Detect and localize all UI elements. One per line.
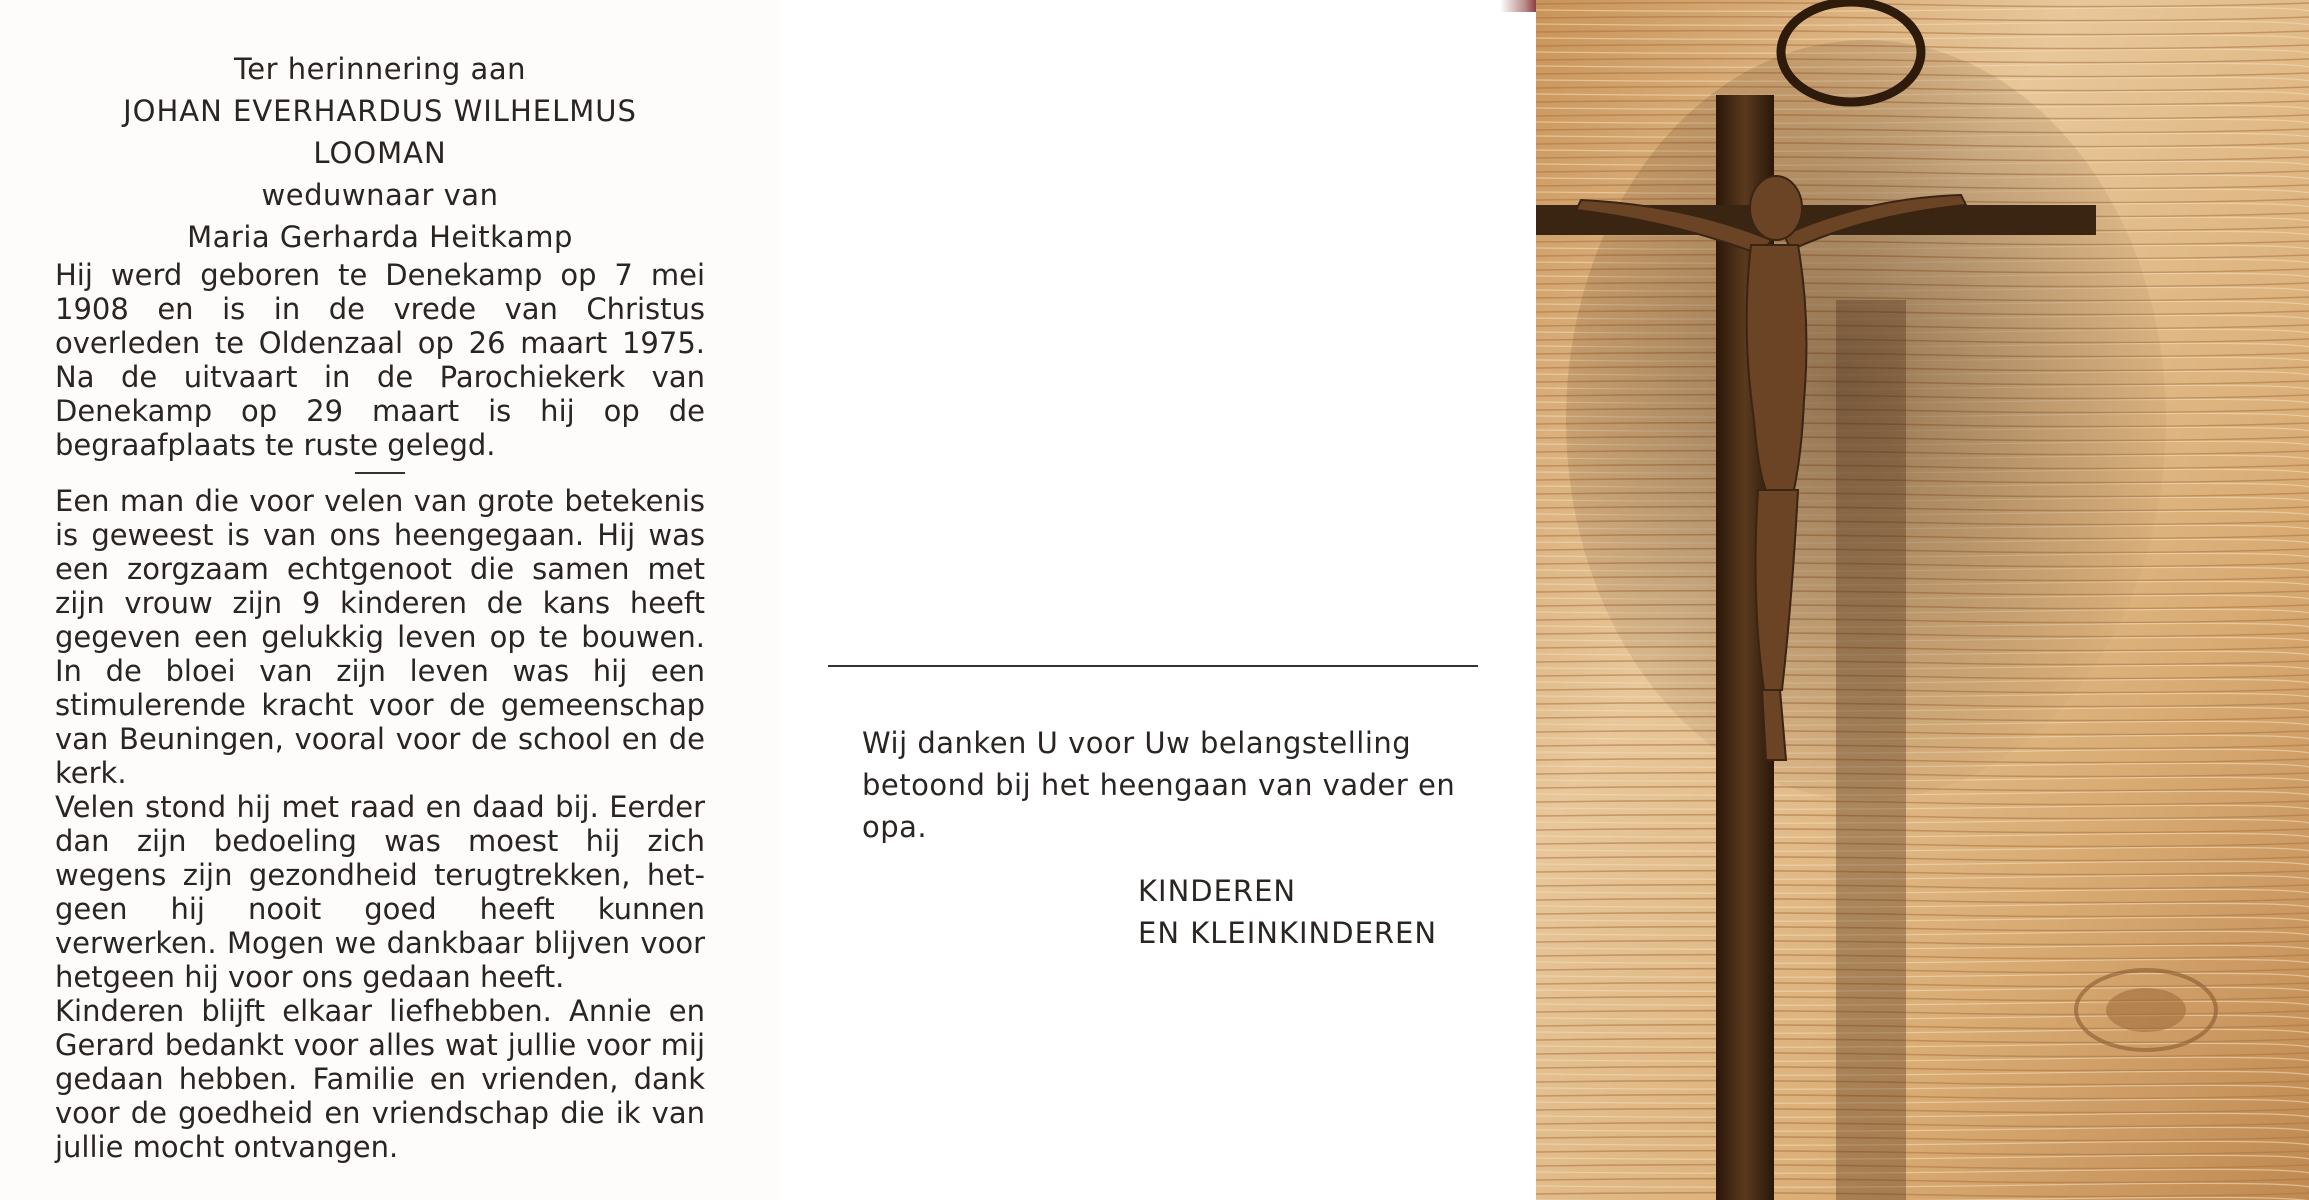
thanks-paragraph: Wij danken U voor Uw belangstelling betoond bij het heengaan van vader en opa.: [862, 726, 1456, 844]
biography-text: [55, 258, 705, 462]
left-panel: [0, 0, 780, 1200]
tribute-text: [55, 484, 705, 1164]
section-divider: [355, 472, 405, 474]
thanks-divider: [828, 665, 1478, 667]
signoff-line-2: EN KLEINKINDEREN: [1138, 916, 1438, 950]
card-fold-edge: [1500, 0, 1536, 12]
tribute-paragraph-3: Kinderen blijft elkaar liefhebben. Annie en Gerard bedankt voor alles wat jullie voor mij gedaan hebben. Familie en vrienden, dank voor de goedheid en vriendschap die ik van jullie mocht ontvangen.: [55, 994, 705, 1164]
memorial-heading: [40, 48, 720, 258]
biography-paragraph: Hij werd geboren te Denekamp op 7 mei 1908 en is in de vrede van Christus overleden te Oldenzaal op 26 maart 1975. Na de uitvaart in de Parochiekerk van Denekamp op 29 maart is hij op de begraafplaats te ruste gelegd.: [55, 258, 705, 462]
crucifix-photo: [1536, 0, 2309, 1200]
tribute-paragraph-2: Velen stond hij met raad en daad bij. Eerder dan zijn bedoeling was moest hij zich wegens zijn gezondheid terugtrekken, het-geen hij nooit goed heeft kunnen verwerken. Mogen we dankbaar blijven voor hetgeen hij voor ons gedaan heeft.: [55, 790, 705, 994]
tribute-paragraph-1: Een man die voor velen van grote betekenis is geweest is van ons heengegaan. Hij was een zorgzaam echtgenoot die samen met zijn vrouw zijn 9 kinderen de kans heeft gegeven een gelukkig leven op te bouwen. In de bloei van zijn leven was hij een stimulerende kracht voor de gemeenschap van Beuningen, vooral voor de school en de kerk.: [55, 484, 705, 790]
relation-text: weduwnaar van: [261, 178, 499, 212]
deceased-name-line-2: LOOMAN: [313, 136, 447, 170]
heading-intro: Ter herinnering aan: [234, 52, 526, 86]
middle-panel: [780, 0, 1536, 1200]
spouse-name: Maria Gerharda Heitkamp: [187, 220, 573, 254]
thanks-text: [862, 722, 1462, 848]
crucifix-image: [1536, 0, 2309, 1200]
signoff: [1138, 870, 1437, 954]
signoff-line-1: KINDEREN: [1138, 874, 1297, 908]
deceased-name-line-1: JOHAN EVERHARDUS WILHELMUS: [123, 94, 637, 128]
